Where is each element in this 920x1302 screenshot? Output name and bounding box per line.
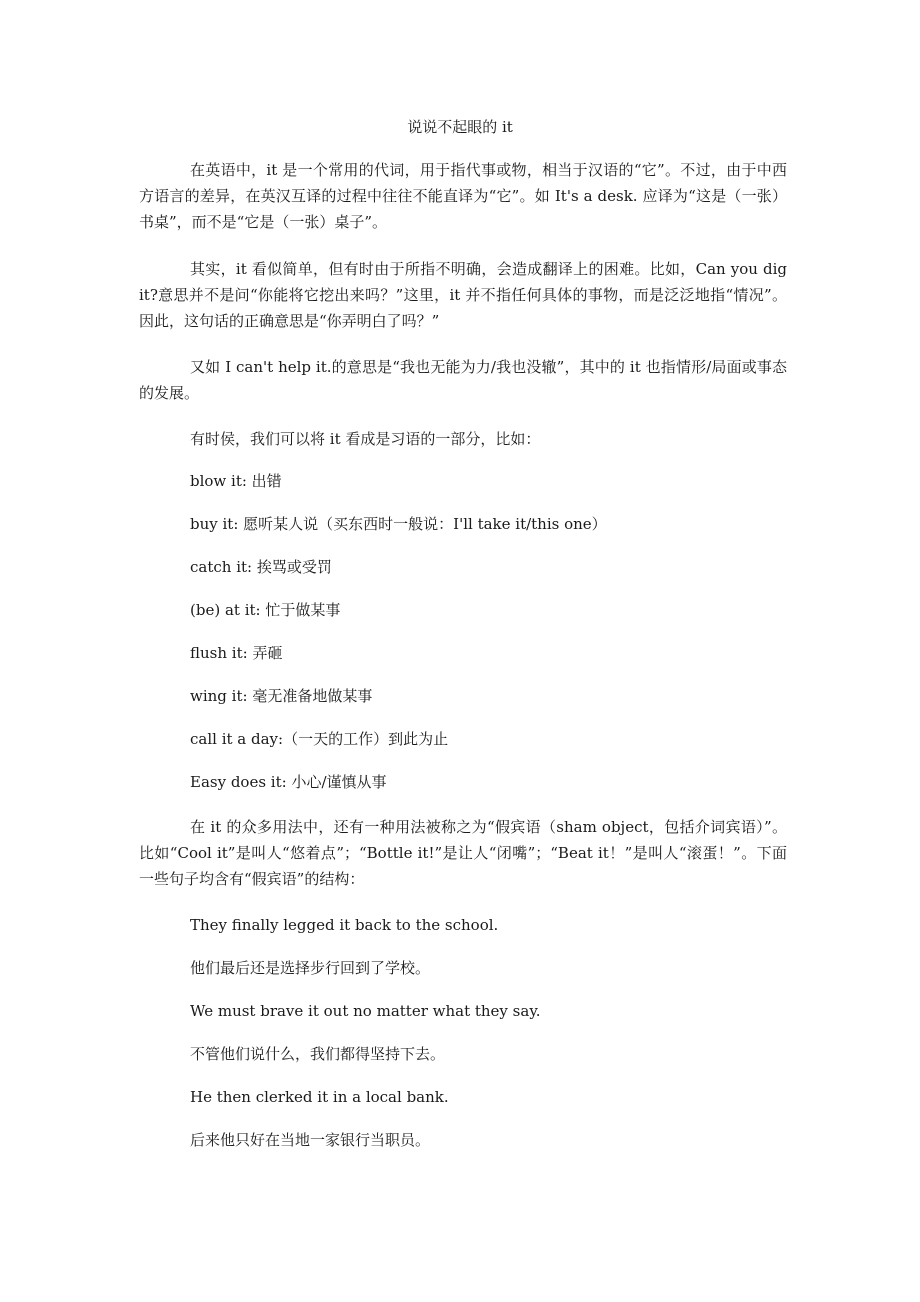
idiom-item: (be) at it: 忙于做某事 <box>190 601 341 619</box>
paragraph-sham-object: 在 it 的众多用法中，还有一种用法被称之为“假宾语（sham object，包括介词宾语）”。比如“Cool it”是叫人“悠着点”；“Bottle it!”是让人“闭嘴”；“Beat it！”是叫人“滚蛋！”。下面一些句子均含有“假宾语”的结构： <box>139 818 787 888</box>
idiom-item: blow it: 出错 <box>190 472 282 490</box>
idiom-item: wing it: 毫无准备地做某事 <box>190 687 373 705</box>
example-sentence-en: They finally legged it back to the school. <box>190 916 499 934</box>
paragraph-cant-help-it: 又如 I can't help it.的意思是“我也无能为力/我也没辙”，其中的 it 也指情形/局面或事态的发展。 <box>139 358 787 402</box>
example-sentence-en: He then clerked it in a local bank. <box>190 1088 449 1106</box>
example-sentence-zh: 他们最后还是选择步行回到了学校。 <box>190 959 431 977</box>
paragraph-idiom-intro: 有时侯，我们可以将 it 看成是习语的一部分，比如： <box>190 430 541 448</box>
idiom-item: flush it: 弄砸 <box>190 644 283 662</box>
document-title: 说说不起眼的 it <box>407 118 513 136</box>
paragraph-intro: 在英语中，it 是一个常用的代词，用于指代事或物，相当于汉语的“它”。不过，由于中西方语言的差异，在英汉互译的过程中往往不能直译为“它”。如 It's a desk. 应译为“这是（一张）书桌”，而不是“它是（一张）桌子”。 <box>139 161 787 231</box>
idiom-item: catch it: 挨骂或受罚 <box>190 558 332 576</box>
example-sentence-en: We must brave it out no matter what they say. <box>190 1002 541 1020</box>
idiom-item: Easy does it: 小心/谨慎从事 <box>190 773 387 791</box>
example-sentence-zh: 后来他只好在当地一家银行当职员。 <box>190 1131 431 1149</box>
paragraph-can-you-dig-it: 其实，it 看似简单，但有时由于所指不明确，会造成翻译上的困难。比如，Can you dig it?意思并不是问“你能将它挖出来吗？”这里，it 并不指任何具体的事物，而是泛泛地指“情况”。因此，这句话的正确意思是“你弄明白了吗？” <box>139 260 787 330</box>
idiom-item: buy it: 愿听某人说（买东西时一般说：I'll take it/this one） <box>190 515 607 533</box>
idiom-item: call it a day:（一天的工作）到此为止 <box>190 730 449 748</box>
example-sentence-zh: 不管他们说什么，我们都得坚持下去。 <box>190 1045 446 1063</box>
